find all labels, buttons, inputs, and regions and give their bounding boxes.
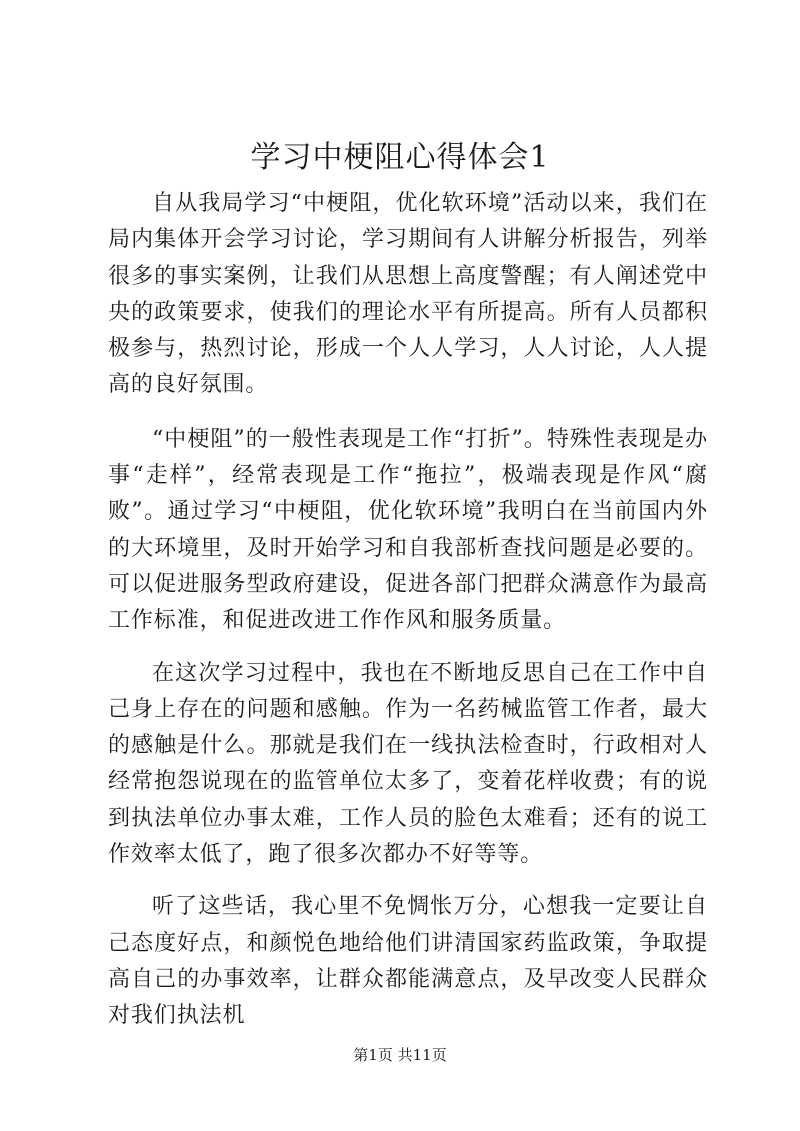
paragraph-4: 听了这些话，我心里不免惆怅万分，心想我一定要让自己态度好点，和颜悦色地给他们讲清国家药监政策，争取提高自己的办事效率，让群众都能满意点，及早改变人民群众对我们执法机: [108, 894, 708, 1029]
page-number-footer: 第1页 共11页: [353, 1046, 447, 1064]
paragraph-1: 自从我局学习“中梗阻，优化软环境”活动以来，我们在局内集体开会学习讨论，学习期间有人讲解分析报告，列举很多的事实案例，让我们从思想上高度警醒；有人阐述党中央的政策要求，使我们的理论水平有所提高。所有人员都积极参与，热烈讨论，形成一个人人学习，人人讨论，人人提高的良好氛围。: [108, 191, 708, 398]
document-body: [108, 186, 708, 1035]
document-title: 学习中梗阻心得体会1: [250, 140, 550, 175]
paragraph-2: “中梗阻”的一般性表现是工作“打折”。特殊性表现是办事“走样”，经常表现是工作“拖拉”，极端表现是作风“腐败”。通过学习“中梗阻，优化软环境”我明白在当前国内外的大环境里，及时开始学习和自我部析查找问题是必要的。可以促进服务型政府建设，促进各部门把群众满意作为最高工作标准，和促进改进工作作风和服务质量。: [108, 426, 708, 634]
paragraph-3: 在这次学习过程中，我也在不断地反思自己在工作中自己身上存在的问题和感触。作为一名药械监管工作者，最大的感触是什么。那就是我们在一线执法检查时，行政相对人经常抱怨说现在的监管单位太多了，变着花样收费；有的说到执法单位办事太难，工作人员的脸色太难看；还有的说工作效率太低了，跑了很多次都办不好等等。: [108, 660, 708, 868]
